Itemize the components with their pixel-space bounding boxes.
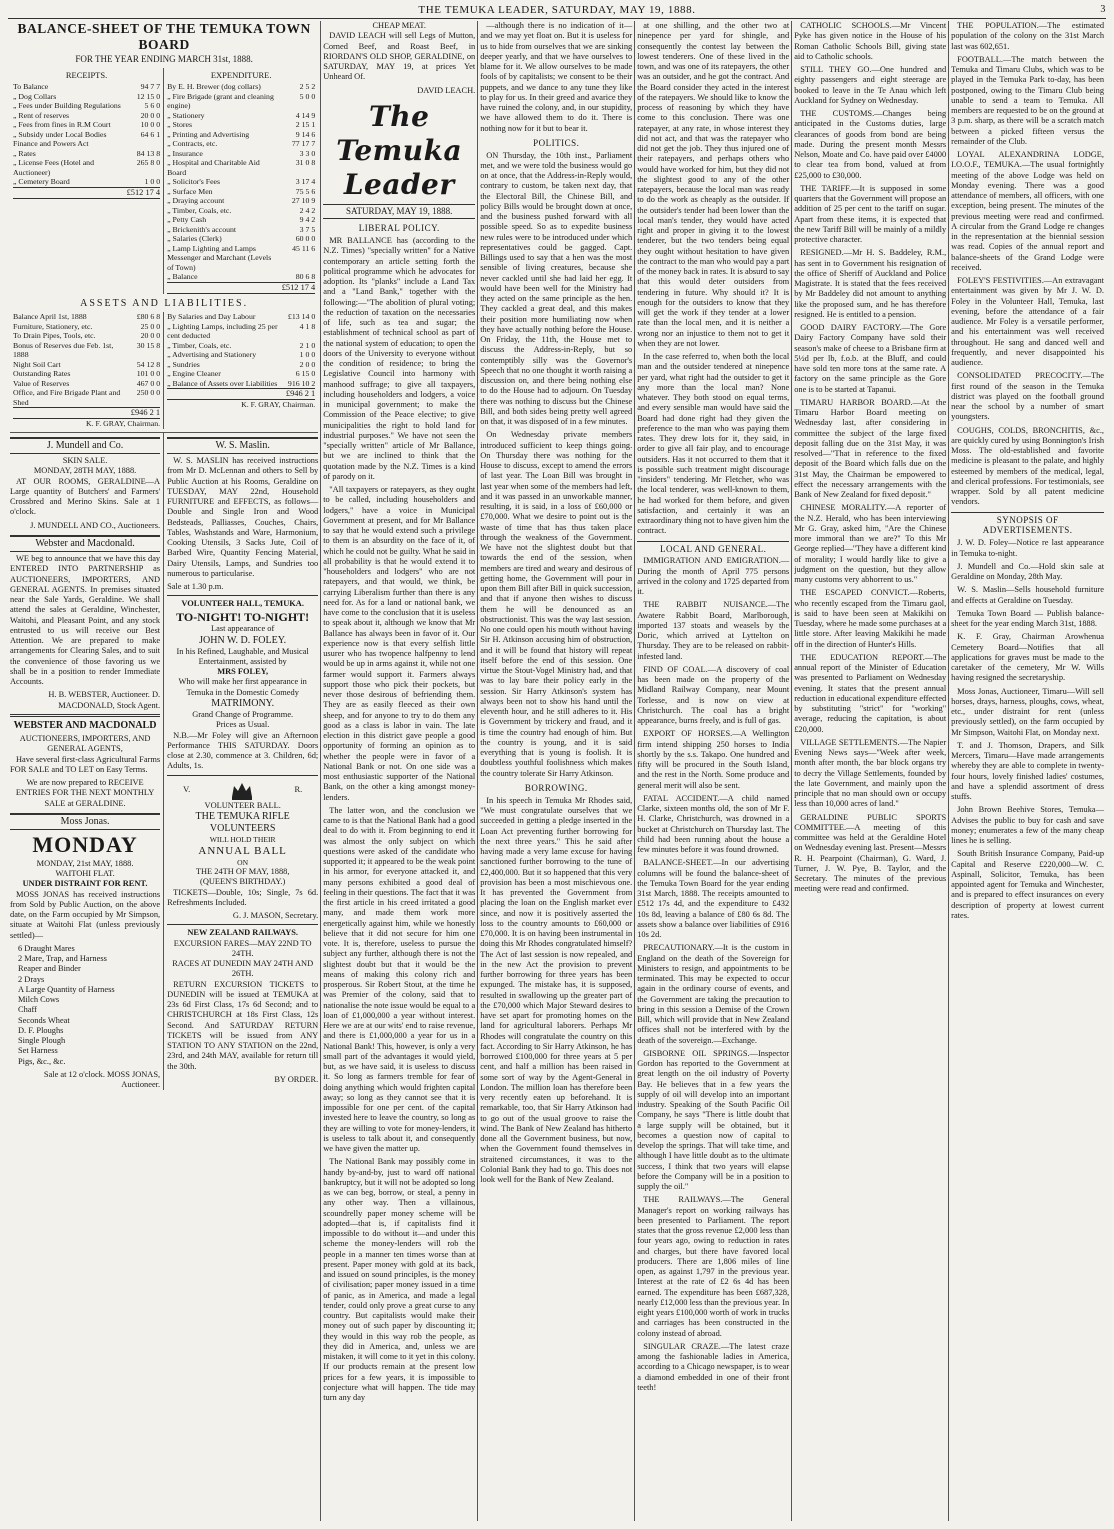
account-row [167, 322, 315, 341]
jonas-lot-list [18, 944, 160, 1067]
account-row [13, 92, 160, 102]
news-item: STILL THEY GO.—One hundred and eighty passengers and eight steerage are booked to leave in the Te Anau which left Auckland for Sydney on Wednesday. [794, 65, 947, 105]
webster-body: WE beg to announce that we have this day ENTERED INTO PARTNERSHIP as AUCTIONEERS, IMPORTERS, AND GENERAL AGENTS. In premises situated near the Sale Yards, Geraldine. We shall attend the sales at Geraldine, Winchester, Waitohi, and Pleasant Point, and any stock entrusted to us will receive our Best Attention. We are prepared to make arrangements for Clearing Sales, and to suit the convenience of those favoring us we shall be in a position to render Immediate Accounts. [10, 554, 161, 687]
account-item: „ Draying account [167, 196, 225, 206]
account-row [13, 82, 160, 92]
account-item: „ Rent of reserves [13, 110, 70, 120]
ball-on: ON [237, 857, 249, 867]
synopsis-item: K. F. Gray, Chairman Arowhenua Cemetery Board—Notifies that all applications for graves must be made to the caretaker of the cemetery, Mr W. Wills having resigned the secretaryship. [951, 632, 1105, 683]
news-item: THE RAILWAYS.—The General Manager's report on working railways has been presented to Parliament. The report states that the gross revenue £2,000 less than four years ago, owing to reduction in rates and charges, but there have favored local producers. There are 1,806 miles of line open, as against 1,797 in the previous year. Interest at the rate of £2 6s 4d has been earned. The expenditure has been £687,328, nearly £12,000 less than the previous year. In eight years £100,000 worth of work in trucks and carriages has been constructed in the colony instead of abroad. [637, 1195, 790, 1338]
liberal-policy-p4: The National Bank may possibly come in handy by-and-by, just to ward off national bankruptcy, but it will not be adopted so long as we can beg, borrow, or steal, a penny in any other way. Then a villainous, scoundrelly paper money scheme will be adopted—that is, if capitalists find it impossible to do without it—and under this scheme the money-lenders will rob the people in a manner ten times worse than at present. Paper money with gold at its back, and issued on sound principles, is the money of civilisation; paper money issued in a time of panic, as in America, and made a legal tender, could only prove a great curse to any country. But capitalists would make their money out of such paper by discounting it; they would in this way rob the people, as they did in America, and, unless we are mistaken, it will come to it yet in this colony. If our products remain at the present low prices for a few years, it is impossible to conjecture what will happen. The tide may turn any day [323, 1157, 476, 1403]
liberal-policy-heading: LIBERAL POLICY. [358, 223, 440, 234]
account-amount: 20 0 0 [140, 110, 161, 120]
account-amount: 9 14 6 [295, 129, 316, 139]
account-amount: 250 0 0 [136, 388, 161, 398]
newspaper-nameplate: The Temuka Leader [336, 99, 463, 202]
account-amount: 101 0 0 [136, 369, 161, 379]
account-amount: 3 7 5 [299, 224, 316, 234]
column-6 [792, 21, 949, 1521]
account-row [13, 322, 160, 332]
account-amount: 25 0 0 [140, 321, 161, 331]
ball-secretary: G. J. MASON, Secretary. [232, 911, 319, 921]
politics-p1: ON Thursday, the 10th inst., Parliament met, and we were told the business would go on at once, that the Address-in-Reply would, contrary to custom, be taken next day, that the Electoral Bill, the Chinese Bill, and policy Bills would be brought down at once, and the business pushed forward with all possible speed. So as to expedite business new rules were to be introduced under which representatives could be gagged. Capt. Billings used to say that a hen was the most sensible of living creatures, because she never cackled until she had laid her egg. It would have been well for the Ministry had they acted on the same principle as the hen. They cackled a great deal, and this makes their position more humiliating now when they have actually nothing before the House. On Friday, the 11th, the House met to discuss the Address-in-Reply, but so contemptibly silly was the Governor's Speech that no one thought it worth raising a discussion on, and there being nothing else to do the House had to adjourn. On Tuesday there was nothing to discuss but the Chinese Bill, and both sides being pretty well agreed on that, it was disposed of in a few minutes. [480, 150, 633, 427]
jonas-body: MOSS JONAS has received instructions from Sold by Public Auction, on the above date, on the Farm occupied by Mr Simpson, situate at Waitohi Flat (unless previously settled)— [10, 889, 161, 940]
jonas-ad-heading: Moss Jonas. [10, 813, 160, 830]
account-row [167, 379, 315, 389]
account-row [13, 331, 160, 341]
account-row [167, 82, 315, 92]
news-item: SINGULAR CRAZE.—The latest craze among the fashionable ladies in America, according to a Chicago newspaper, is to wear a diamond embedded in one of their front teeth! [637, 1341, 790, 1392]
matrimony-title: MATRIMONY. [211, 697, 275, 709]
account-amount: 3 17 4 [295, 177, 316, 187]
account-amount: 45 11 6 [292, 243, 316, 253]
account-row [167, 272, 315, 282]
lot-item: Reaper and Binder [18, 964, 81, 974]
maslin-body: W. S. MASLIN has received instructions from Mr D. McLennan and others to Sell by Public Auction at his Rooms, Geraldine on TUESDAY, MAY 22nd, Household FURNITURE and EFFECTS, as follows—Double and Single Iron and Wood Bedsteads, Palliasses, Couches, Chairs, Tables, Washstands and Ware, Harmonium, Cooking Utensils, 3 Sacks Jute, Coil of Barbed Wire, Quantity Fencing Material, Dairy Utensils, Lamps, and Sundries too numerous to particularise. [167, 456, 319, 578]
account-item: „ Hospital and Charitable Aid Board [167, 158, 260, 177]
assets-liabilities [10, 312, 318, 429]
lot-item: Pigs, &c., &c. [18, 1056, 66, 1066]
account-amount: 60 0 0 [295, 234, 316, 244]
account-item: „ Balance [167, 272, 198, 282]
mundell-skin-sale: SKIN SALE. [62, 456, 108, 466]
foley-name: JOHN W. D. FOLEY. [199, 634, 287, 646]
balance-sheet-title: BALANCE-SHEET OF THE TEMUKA TOWN BOARD [17, 21, 311, 53]
account-amount: 94 7 7 [140, 82, 161, 92]
divider [167, 775, 318, 776]
page-header [8, 4, 1106, 19]
news-item: BALANCE-SHEET.—In our advertising columns will be found the balance-sheet of the Temuka Town Board for the year ending 31st March, 1888. The receipts amounted to £512 17s 4d, and the expenditure to £432 10s 8d, leaving a balance of £80 6s 8d. The assets show a balance over liabilities of £916 10s 2d. [637, 858, 790, 940]
account-row [167, 149, 315, 159]
account-amount: 1 0 0 [144, 177, 161, 187]
liberal-policy-p2: "All taxpayers or ratepayers, as they ought to be called, including householders and lodgers," have a voice in Municipal Government at present, and for Mr Ballance to say that he would extend such a privilege to them is an absurdity on the face of it, of which he could not be guilty. What he said in all probability is that he would extend it to "householders and lodgers" who are not ratepayers, and that would, we think, be carrying Liberalism further than there is any need for. As for a land or national bank, we have come to the conclusion that it is useless to speak about it, although we know that Mr Ballance has always been in favor of it. Our experience now is that every selfish little usurer who has twopence halfpenny to lend would be up in arms against it, while not one farmer would support it. Farmers always support those who pick their pockets, but never those desirous of befriending them. They are as easily fleeced as their own sheep, and for anyone to try to do them any good as a class is labor in vain. The late election in this district gave people a good opportunity of forming an opinion as to whether the people were in favor of a National Bank or not. On one side was a most enthusiastic supporter of the National Bank, on the other a king amongst money-lenders. [323, 485, 476, 802]
lot-item: Milch Cows [18, 995, 60, 1005]
liabilities-table [167, 312, 315, 388]
editorial-continued: —although there is no indication of it—and we may yet float on. But it is useless for us to hide from ourselves that we are sinking deeper yearly, and that we have ourselves to blame for it. We allow ourselves to be made fools of by capitalists; we consent to be their puppets, and we dance to any tune they like to play for us. In their greed and avarice they have ruined the colony, and, in our stupidity, we have allowed them to do it. There is nothing now for it but to bear it. [480, 21, 633, 133]
assets-total: £946 2 1 [13, 407, 160, 419]
jonas-distraint: UNDER DISTRAINT FOR RENT. [22, 879, 148, 889]
news-item: THE CUSTOMS.—Changes being anticipated in the Customs duties, large clearances of goods from bond are being made. During the present month Messrs Nelson, Moate and Co. have paid over £4000 to clear tea from bond, valued at from £25,000 to £30,000. [794, 109, 947, 180]
news-item: FOLEY'S FESTIVITIES.—An extravagant entertainment was given by Mr J. W. D. Foley in the Volunteer Hall, Temuka, last evening, before the attendance of a fair audience. Mr Foley is a versatile performer, and his entertainment was well received throughout. He sang and danced well and frequently, and never disappointed his audience. [951, 276, 1105, 367]
news-item: GOOD DAIRY FACTORY.—The Gore Dairy Factory Company have sold their season's make of cheese to a Brisbane firm at 5½d per lb, f.o.b. at the Bluff, and could have sold ten more tons at the same rate. A factory on the same principle as the Gore one is to be started at Tapanui. [794, 323, 947, 394]
account-item: „ Stores [167, 120, 193, 130]
account-item: „ Fees from fines in R.M Court [13, 120, 111, 130]
account-amount: 77 17 7 [291, 139, 316, 149]
account-amount: 10 0 0 [140, 120, 161, 130]
jonas-day: MONDAY [32, 831, 138, 857]
account-amount: 31 0 8 [295, 158, 316, 168]
borrowing-heading: BORROWING. [524, 782, 588, 793]
news-item: EXPORT OF HORSES.—A Wellington firm intend shipping 250 horses to India shortly by the s.s. Takapo. One hundred and fifty will be procured in the South Island, and the rest in the North. Some produce and general merit will also be sent. [637, 729, 790, 790]
mundell-signature: J. MUNDELL AND CO., Auctioneers. [30, 520, 161, 530]
account-item: „ Lamp Lighting and Lamps Messenger and Marchant (Levels of Town) [167, 243, 272, 272]
foley-body: In his Refined, Laughable, and Musical Entertainment, assisted by [176, 646, 309, 666]
account-row [13, 149, 160, 159]
account-item: „ Brickenith's account [167, 224, 237, 234]
news-item: IMMIGRATION AND EMIGRATION.—During the month of April 775 persons arrived in the colony and 1725 departed from it. [637, 556, 790, 597]
news-item: VILLAGE SETTLEMENTS.—The Napier Evening News says—"Week after week, month after month, the bar block organs try to decry the Village Settlements, founded by the late Government, and mainly upon the principle that no man should own or occupy less than 10,000 acres of land." [794, 737, 947, 809]
account-item: Night Soil Cart [13, 359, 61, 369]
synopsis-item: John Brown Beehive Stores, Temuka—Advises the public to buy for cash and save money; enumerates a few of the many cheap lines he is selling. [951, 805, 1105, 846]
annual-ball: ANNUAL BALL [198, 844, 287, 857]
newspaper-page [8, 4, 1106, 1525]
account-amount: 75 5 6 [295, 186, 316, 196]
maslin-sale-time: Sale at 1.30 p.m. [167, 582, 224, 592]
account-row [167, 187, 315, 197]
account-row [167, 196, 315, 206]
account-item: „ Lighting Lamps, including 25 per cent deducted [167, 321, 278, 341]
receipts-table [13, 82, 160, 187]
news-item: CATHOLIC SCHOOLS.—Mr Vincent Pyke has given notice in the House of his Roman Catholic Schools Bill, giving state aid to Catholic schools. [794, 21, 947, 61]
news-item: THE POPULATION.—The estimated population of the colony on the 31st March last was 602,651. [951, 21, 1105, 51]
account-item: By E. H. Brewer (dog collars) [167, 82, 261, 92]
account-item: „ Advertising and Stationery [167, 350, 257, 360]
account-item: „ Contracts, etc. [167, 139, 218, 149]
news-item: RESIGNED.—Mr H. S. Baddeley, R.M., has sent in to Government his resignation of the office of Sheriff of Auckland and Police Magistrate. It is stated that the fees received by Mr Baddeley did not amount to anything like the proposed sum, and he has therefore resigned. He is entitled to a pension. [794, 248, 947, 319]
races: RACES AT DUNEDIN MAY 24TH AND 26TH. [172, 959, 314, 979]
cheap-meat-heading: CHEAP MEAT. [372, 21, 426, 30]
divider [10, 714, 160, 717]
account-row [13, 120, 160, 130]
expenditure-total: £512 17 4 [167, 282, 315, 294]
account-amount: 3 3 0 [299, 148, 316, 158]
politics-p2: On Wednesday private members introduced sufficient to keep things going. On Thursday there was nothing for the House to discuss, except to amend the errors of last year. The Loan Bill was brought in last year when some of the members had left, and it was passed in an unworkable manner, resulting, it is said, in a loss of £60,000 or £70,000. What we desire to point out is the waste of time that has thus taken place through the weakness of the Government. We have not the slightest doubt but that towards the end of the session, when members are tired and weary and desirous of getting home, the Government will pour in upon them Bill after Bill in quick succession, and that if anyone then wishes to discuss them he will be denounced as an obstructionist. This was the way last session. No one could open his mouth without having Sir H. Atkinson accusing him of obstruction, and it will be found that history will repeat itself before the end of this session. One virtue the Stout-Vogel Ministry had, and that was to lay bare their policy early in the session. Sir Harry Atkinson's system has always been not to show his hand until the eleventh hour, and he still adheres to it. His is Government by trickery and fraud, and it is time the country had enough of him. But the country is young, and it is said everything that is young is foolish. It is doubtless youthful foolishness which makes the country tolerate Sir Harry Atkinson. [480, 430, 633, 778]
leach-signature: DAVID LEACH. [417, 85, 476, 95]
signature-left: K. F. GRAY, Chairman. [85, 419, 161, 429]
maslin-ad-heading: W. S. Maslin. [167, 437, 318, 454]
account-row [13, 369, 160, 379]
news-item: GISBORNE OIL SPRINGS.—Inspector Gordon has reported to the Government at great length on the oil industry of Poverty Bay. He believes that in a few years the supply of oil will develop into an important industry. Speaking of the South Pacific Oil Company, he says "There is little doubt that a large supply will be obtained, but it becomes a question now of capital to develop the springs. That will take time, and although I have little doubt as to the ultimate success, I think that two years will elapse before the Company will be in a position to supply the oil." [637, 1048, 790, 1192]
account-item: Bonus of Reserves due Feb. 1st, 1888 [13, 340, 114, 360]
account-amount: 467 0 0 [136, 378, 161, 388]
account-amount: 265 8 0 [136, 158, 161, 168]
account-row [167, 350, 315, 360]
account-row [13, 379, 160, 389]
account-amount: 2 5 2 [299, 82, 316, 92]
account-amount: 1 0 0 [299, 350, 316, 360]
account-amount: 64 6 1 [140, 129, 161, 139]
town-board-p2: In the case referred to, when both the local man and the outsider tendered at ninepence per yard, what right had the outsider to get it any more than the local man? None whatever. They both stood on equal terms, and every sensible man would have said the Board had done right had they given the preference to the man who was paying them rates. They drew lots for it, they said, in order to give all fair play, and to encourage outsiders. Has it not occurred to them that it is possible such treatment might discourage "insiders" tendering. Mr Fletcher, who was the local tenderer, was well-known to them, he had worked for them before, and given satisfaction, and certainly it was an extraordinary thing not to have given him the contract. [637, 352, 790, 536]
mundell-body: AT OUR ROOMS, GERALDINE—A Large quantity of Butchers' and Farmers' Crossbred and Merino Skins. Sale at 1 o'clock. [10, 476, 161, 517]
account-row [13, 158, 160, 177]
account-row [167, 244, 315, 273]
expenditure-heading: EXPENDITURE. [210, 69, 272, 80]
column-3 [321, 21, 478, 1521]
account-item: „ Timber, Coals, etc. [167, 205, 232, 215]
lot-item: Set Harness [18, 1046, 58, 1056]
account-row [167, 139, 315, 149]
liabilities-section [164, 312, 318, 429]
wm-heading: WEBSTER AND MACDONALD [13, 719, 157, 731]
receipts-section [10, 68, 164, 294]
column-balance-and-ads [8, 21, 321, 1521]
lot-item: 6 Draught Mares [18, 943, 75, 953]
account-item: „ Insurance [167, 148, 203, 158]
foley-nb: N.B.—Mr Foley will give an Afternoon Performance THIS SATURDAY. Doors close at 2.30, commence at 3. Children, 6d; Adults, 1s. [167, 730, 319, 771]
account-amount: 12 15 0 [136, 91, 161, 101]
account-row [167, 177, 315, 187]
news-item: LOYAL ALEXANDRINA LODGE, I.O.O.F., TEMUKA.—The usual fortnightly meeting of the above Lodge was held on Monday evening. There was a good attendance of members, all officers, with one exception, being present. The minutes of the previous meeting were read and confirmed. A circular from the Grand Lodge re changes in the representation at the biennial session was read. Copies of the annual report and balance-sheets of the Grand Lodge were received. [951, 150, 1105, 272]
account-item: To Drain Pipes, Tools, etc. [13, 331, 96, 341]
account-item: „ Petty Cash [167, 215, 207, 225]
account-amount: 5 0 0 [299, 91, 316, 101]
webster-signature: H. B. WEBSTER, Auctioneer. D. MACDONALD, Stock Agent. [48, 690, 161, 710]
account-row [13, 341, 160, 360]
jonas-place: WAITOHI FLAT. [55, 869, 115, 879]
tonight-banner: TO-NIGHT! TO-NIGHT! [176, 609, 310, 624]
receipts-total: £512 17 4 [13, 187, 160, 199]
account-amount: 916 10 2 [287, 378, 316, 388]
news-item: THE ESCAPED CONVICT.—Roberts, who recently escaped from the Timaru gaol, is said to have been seen at Makikihi on Tuesday, where he made some purchases at a little store. After leaving Makikihi he made off in the direction of Hunter's Hills. [794, 588, 947, 649]
account-amount: 4 14 9 [295, 110, 316, 120]
excursion-fares: EXCURSION FARES—MAY 22ND TO 24TH. [173, 938, 312, 958]
prices: Prices as Usual. [216, 720, 270, 730]
jonas-signature: Sale at 12 o'clock. MOSS JONAS, Auctioneer. [43, 1069, 161, 1090]
crown-icon [229, 779, 255, 801]
account-amount: 4 1 8 [299, 321, 316, 331]
news-item: THE TARIFF.—It is supposed in some quarters that the Government will propose an addition of 25 per cent to the tariff on sugar. Apart from these items, it is expected that the new Tariff Bill will be mainly of a mildly protective character. [794, 183, 947, 244]
account-item: „ Subsidy under Local Bodies Finance and Powers Act [13, 129, 107, 149]
foley-body-2: Who will make her first appearance in Temuka in the Domestic Comedy [178, 677, 307, 697]
local-general-heading: LOCAL AND GENERAL. [637, 541, 789, 555]
account-item: „ License Fees (Hotel and Auctioneer) [13, 158, 94, 177]
lot-item: Single Plough [18, 1036, 66, 1046]
wm-body: Have several first-class Agricultural Farms FOR SALE and TO LET on Easy Terms. [10, 754, 161, 774]
politics-heading: POLITICS. [533, 137, 580, 148]
synopsis-item: South British Insurance Company, Paid-up Capital and Reserve £220,000—W. C. Aspinall, Solicitor, Temuka, has been appointed agent for Temuka and Winchester, and is prepared to effect insurances on every description of property at lowest current rates. [951, 849, 1105, 920]
account-row [167, 312, 315, 322]
will-hold: WILL HOLD THEIR [209, 835, 276, 845]
account-item: „ Salaries (Clerk) [167, 234, 222, 244]
news-item: TIMARU HARBOR BOARD.—At the Timaru Harbor Board meeting on Wednesday last, after considering in committee the subject of the large fixed deposit falling due on the 31st May, it was resolved—"That in reference to the fixed deposit of the Board which falls due on the 31st May, the Chairman be empowered to effect the necessary arrangements with the Bank of New Zealand for fixed deposit." [794, 397, 947, 499]
account-item: „ Stationery [167, 110, 205, 120]
column-2 [164, 433, 318, 1090]
account-item: „ Balance of Assets over Liabilities [167, 378, 278, 388]
account-row [13, 360, 160, 370]
account-item: „ Dog Collars [13, 91, 57, 101]
expenditure-section [164, 68, 318, 294]
news-item: PRECAUTIONARY.—It is the custom in England on the death of the Sovereign for Ministers to resign, and appointments to be terminated. This may be expected to occur again in the ordinary course of events, and the Government are taking the precaution to bring in this session a Demise of the Crown Bill, which will provide that in New Zealand offices shall not be interfered with by the death of the sovereign.—Exchange. [637, 943, 790, 1045]
synopsis-item: Temuka Town Board — Publish balance-sheet for the year ending March 31st, 1888. [951, 608, 1105, 629]
account-item: Furniture, Stationery, etc. [13, 321, 93, 331]
account-row [13, 130, 160, 149]
receipts-heading: RECEIPTS. [65, 69, 108, 80]
account-row [13, 111, 160, 121]
account-item: Value of Reserves [13, 378, 70, 388]
page-header-title: THE TEMUKA LEADER, SATURDAY, MAY 19, 1888. [418, 4, 696, 16]
liabilities-total: £946 2 1 [167, 388, 315, 400]
news-item: FOOTBALL.—The match between the Temuka and Timaru Clubs, which was to be played in the Temuka Park to-day, has been postponed, owing to the Timaru Club being unable to send a team to Temuka. All members are requested to be on the ground at 3 p.m. sharp, as there will be a scratch match between a picked fifteen versus the remainder of the Club. [951, 54, 1105, 146]
lot-item: 2 Mare, Trap, and Harness [18, 954, 107, 964]
mundell-ad-heading: J. Mundell and Co. [10, 437, 160, 454]
queens-birthday: (QUEEN'S BIRTHDAY.) [200, 877, 286, 887]
mrs-foley: MRS FOLEY, [217, 667, 269, 677]
account-row [13, 101, 160, 111]
synopsis-item: T. and J. Thomson, Drapers, and Silk Mercers, Timaru—Have made arrangements whereby they are able to complete in twenty-four hours, lovely finished ladies' costumes, and have a splendid assortment of dress stuffs. [951, 740, 1105, 802]
account-row [167, 130, 315, 140]
news-item: THE EDUCATION REPORT.—The annual report of the Minister of Education was presented to Parliament on Wednesday evening. It states that the present annual reduction in educational expenditure effected by substituting "strict" for "working" average, reducing the capitation, is about £20,000. [794, 652, 947, 734]
account-row [167, 206, 315, 216]
news-item: FIND OF COAL.—A discovery of coal has been made on the property of the Midland Railway Company, near Mount Torlesse, and is now on view at Christchurch. The coal has a bright appearance, burns freely, and is full of gas. [637, 664, 790, 726]
webster-ad-heading: Webster and Macdonald. [10, 535, 160, 552]
account-item: „ Engine Cleaner [167, 369, 221, 379]
balance-sheet-subtitle: FOR THE YEAR ENDING MARCH 31st, 1888. [75, 53, 253, 64]
account-amount: 80 6 8 [295, 272, 316, 282]
account-amount: 6 15 0 [295, 369, 316, 379]
account-amount: 20 0 0 [140, 331, 161, 341]
ball-date: THE 24TH OF MAY, 1888, [195, 867, 290, 877]
account-row [13, 388, 160, 407]
account-amount: 30 15 8 [136, 340, 161, 350]
account-item: „ Sundries [167, 359, 200, 369]
account-row [13, 177, 160, 187]
borrowing-p1: In his speech in Temuka Mr Rhodes said, "We must congratulate ourselves that we succeeded in getting a pledge inserted in the Loan Act preventing further borrowing for the next three years." This he said after having made a very lame excuse for having sanctioned further borrowing to the tune of £2,400,000. But it so happened that this very provision has been a most mischievous one. It has prevented the Government from placing the loan on the English market ever since, and now it is positively asserted the loss to the country amounts to £60,000 or £70,000. It is on having been instrumental in doing this Mr Rhodes congratulated himself? The Act of last session is now repealed, and in the new Act the provision to prevent further borrowing for three years has been expunged. The mistake has, it is supposed, resulted in swallowing up the greater part of the £70,000 which Major Steward desires to have set apart for promoting homes on the land for agricultural laborers. Perhaps Mr Rhodes will congratulate the country on this fact. According to Sir Harry Atkinson, he has borrowed £100,000 for three years at 5 per cent, and half a million has been raised in some sort of way by the Agent-General in London. The million loan has therefore been very recently eaten up beforehand. It is remarkable, too, that Sir Harry Atkinson had to go out of the usual groove to raise the wind. The Bank of New Zealand has hitherto done all the Government business, but now, when the Government found themselves in straitened circumstances, it was to the Colonial Bank they had to go. This does not look well for the Bank of New Zealand. [480, 795, 633, 1185]
divider [167, 924, 318, 925]
account-row [167, 215, 315, 225]
lot-item: A Large Quantity of Harness [18, 984, 115, 994]
lot-item: D. F. Ploughs [18, 1025, 64, 1035]
leach-body: DAVID LEACH will sell Legs of Mutton, Corned Beef, and Roast Beef, in RIORDAN'S OLD SHOP, GERALDINE, on SATURDAY, MAY 19, at prices Yet Unheard Of. [323, 31, 476, 82]
assets-liabilities-heading: ASSETS AND LIABILITIES. [80, 298, 249, 310]
account-item: „ Fire Brigade (grant and cleaning engine) [167, 91, 274, 111]
account-item: To Balance [13, 82, 49, 92]
liberal-policy-p1: MR BALLANCE has (according to the N.Z. Times) "specially written" for a Native contemporary an article setting forth the political programme which he advocates for adoption. Its "planks" include a Land Tax and a "Land Bank," together with the following:—"The abolition of plural voting; the reduction of taxation on the necessaries of life, such as tea and sugar; the establishment of technical school as part of the national system of education; to open the doors of the University to everyone without the condition of residence; to bring the Legislative Council into harmony with manhood suffrage; to give all taxpayers, including householders and lodgers, a voice in municipal government; to make the Commission of the Peace elective; to give municipalities the right to hold land for industrial purposes." We have not seen the "specially written" article of Mr Ballance, but we are inclined to think that the quotation made by the N.Z. Times is a kind of parody on it. [323, 236, 476, 481]
account-row [167, 360, 315, 370]
mundell-date: MONDAY, 28TH MAY, 1888. [33, 466, 137, 476]
account-item: Balance April 1st, 1888 [13, 312, 87, 322]
expenditure-table [167, 82, 315, 282]
account-amount: 84 13 8 [136, 148, 161, 158]
volunteer-hall-heading: VOLUNTEER HALL, TEMUKA. [181, 599, 304, 609]
account-item: „ Surface Men [167, 186, 213, 196]
balance-sheet-accounts [10, 68, 318, 294]
account-row [13, 312, 160, 322]
column-7 [949, 21, 1106, 1521]
crest-letter-v: V. [183, 784, 191, 794]
account-row [167, 111, 315, 121]
news-item: CHINESE MORALITY.—A reporter of the N.Z. Herald, who has been interviewing Mr G. Gray, asked him, "Are the Chinese more immoral than we are?" To this Mr George replied—"They have a different kind of morality; I would hardly like to give a judgment on the question, but they allow many customs very abhorrent to us." [794, 503, 947, 584]
news-item: FATAL ACCIDENT.—A child named Clarke, sixteen months old, the son of Mr F. H. Clarke, Christchurch, was drowned in a bucket at Christchurch on Thursday last. The child had been running about the house a few minutes before it was found drowned. [637, 793, 790, 855]
account-item: „ Rates [13, 148, 36, 158]
wm-subheading: AUCTIONEERS, IMPORTERS, AND GENERAL AGENTS, [19, 734, 151, 754]
liberal-policy-p3: The latter won, and the conclusion we came to is that the National Bank had a good deal to do with it. From beginning to end it was almost the only subject on which questions were asked of the candidate who supported it; it appeared to be the weak point in his armor, for everyone attacked it, and many persons exhibited a good deal of feeling in their questions. The fact that it was the first article in his creed irritated a good many, and made them work more energetically against him, while we honestly believe that it did not secure for him one vote. It is, therefore, useless to pursue the subject any further, although there is not the slightest doubt but that it would be the means of making this colony rich and prosperous. Sir Robert Stout, at the time he was Premier of the colony, said that to nationalise the note issue would be equal to a loan of £1,000,000 a year without interest. Here we are at our wits' end to raise revenue, and there is £1,000,000 a year for us in a National Bank! This, however, is only a very small part of the advantages it would yield, but, as we have said, it is useless to discuss it. So long as farmers tremble for fear of doing anything which would frighten capital away; so long as they cannot see that it is impossible for one per cent. of the capital invested here to leave the country, so long as they are willing to vote for money-lenders, it is useless to talk about it, and consequently we have given the matter up. [323, 805, 476, 1154]
synopsis-item: W. S. Maslin—Sells household furniture and effects at Geraldine on Tuesday. [951, 585, 1105, 605]
account-amount: 2 1 0 [299, 340, 316, 350]
account-row [167, 92, 315, 111]
account-amount: 5 6 0 [144, 101, 161, 111]
vr-crest [167, 779, 318, 801]
grand-change: Grand Change of Programme. [192, 710, 294, 720]
account-row [167, 369, 315, 379]
column-4 [478, 21, 635, 1521]
page-number: 3 [1100, 4, 1106, 15]
account-item: Office, and Fire Brigade Plant and Shed [13, 388, 121, 407]
railways-body: RETURN EXCURSION TICKETS to DUNEDIN will be issued at TEMUKA at 23s 6d First Class, 17s 6d Second; and to CHRISTCHURCH at 18s First Class, 12s Second. And SATURDAY RETURN TICKETS will be issued from ANY STATION TO ANY STATION on the 22nd, 23rd, and 24th MAY, available for return till the 30th. [167, 979, 319, 1071]
wm-body-2: We are now prepared to RECEIVE ENTRIES FOR THE NEXT MONTHLY SALE at GERALDINE. [15, 778, 155, 808]
account-item: „ Timber, Coals, etc. [167, 340, 232, 350]
news-item: COUGHS, COLDS, BRONCHITIS, &c., are quickly cured by using Bonnington's Irish Moss. The old-established and favorite medicine is pleasant to the palate, and highly esteemed by members of the medical, legal, and clerical professions. For testimonials, see wrapper. Sold by all patent medicine vendors. [951, 425, 1105, 507]
assets-table [13, 312, 160, 407]
account-amount: 2 4 2 [299, 205, 316, 215]
account-row [167, 341, 315, 351]
account-amount: £80 6 8 [136, 312, 161, 322]
by-order: BY ORDER. [274, 1074, 319, 1084]
town-board-continued: at one shilling, and the other two at ninepence per yard for shingle, and consequently the contest lay between the lowest tenderers. One of these lived in the town, and was one of its ratepayers, the other was an outsider, and he got the contract. And the Board consider they acted in the interest of the ratepayers. We should like to know the process of reasoning by which they have come to this conclusion. There was one ratepayer, at any rate, in whose interest they did not act, and that was the ratepayer who did not get the job. They thus injured one of their ratepayers, and perhaps others who would have worked for him, but they did not the slightest good to any of the other ratepayers, because the local man was ready to do the work as cheaply as the outsider. If the outsider's tender had been lower than the local man's tender, they would have acted right and proper in giving it to the lowest tenderer, but the two tenders being equal they ought without hesitation to have given the contract to the man who would pay a part of the money back in rates. It is absurd to say that this would deter outsiders from tendering in future. Why should it? It is enough for the outsiders to know that they will get the work if they tender at a lower rate than the local men, and it is neither a wrong nor an injustice to them not to get it when they are not lower. [637, 21, 790, 348]
lot-item: Seconds Wheat [18, 1015, 70, 1025]
account-amount: 54 12 8 [136, 359, 161, 369]
lot-item: Chaff [18, 1005, 37, 1015]
jonas-date: MONDAY, 21st MAY, 1888. [36, 858, 134, 868]
account-row [167, 234, 315, 244]
account-amount: 27 10 9 [291, 196, 316, 206]
synopsis-item: J. Mundell and Co.—Hold skin sale at Geraldine on Monday, 28th May. [951, 561, 1105, 582]
account-row [167, 120, 315, 130]
ball-tickets: TICKETS—Double, 10s; Single, 7s 6d. Refreshments Included. [167, 887, 319, 907]
rifles-heading: THE TEMUKA RIFLE VOLUNTEERS [195, 810, 290, 835]
synopsis-item: Moss Jonas, Auctioneer, Timaru—Will sell horses, drays, harness, ploughs, cows, wheat, etc., under distraint for rent (unless previously settled), on the farm occupied by Mr Simpson, Waitohi Flat, on Monday next. [951, 686, 1105, 737]
account-amount: £13 14 0 [287, 312, 316, 322]
synopsis-heading: SYNOPSIS OF ADVERTISEMENTS. [951, 512, 1104, 537]
lot-item: 2 Drays [18, 974, 45, 984]
news-item: THE RABBIT NUISANCE.—The Awatere Rabbit Board, Marlborough, imported 137 stoats and weasels by the Doric, which arrived at Lyttelton on Thursday. They are to be released on rabbit-infested land. [637, 600, 790, 661]
account-item: „ Cemetery Board [13, 177, 70, 187]
crest-letter-r: R. [294, 784, 303, 794]
account-item: „ Solicitor's Fees [167, 177, 221, 187]
account-amount: 2 15 1 [295, 120, 316, 130]
account-row [167, 158, 315, 177]
railways-heading: NEW ZEALAND RAILWAYS. [187, 928, 299, 938]
account-item: By Salaries and Day Labour [167, 312, 256, 322]
account-amount: 9 4 2 [299, 215, 316, 225]
divider [167, 595, 318, 596]
signature-right: K. F. GRAY, Chairman. [241, 400, 316, 410]
news-item: GERALDINE PUBLIC SPORTS COMMITTEE.—A meeting of this committee was held at the Geraldine Hotel on Wednesday evening last. Present—Messrs R. H. Pearpoint (Chairman), G. Ward, J. Turner, J. W. Pye, B. Taylor, and the Secretary. The minutes of the previous meeting were read and confirmed. [794, 812, 947, 894]
assets-section [10, 312, 164, 429]
editorial-dateline: SATURDAY, MAY 19, 1888. [323, 204, 475, 219]
column-5 [635, 21, 792, 1521]
last-appearance: Last appearance of [211, 624, 275, 634]
account-item: „ Printing and Advertising [167, 129, 250, 139]
account-item: Outstanding Rates [13, 369, 71, 379]
synopsis-item: J. W. D. Foley—Notice re last appearance in Temuka to-night. [951, 538, 1105, 558]
volunteer-ball-heading: VOLUNTEER BALL. [204, 800, 281, 810]
account-item: „ Fees under Building Regulations [13, 101, 121, 111]
account-row [167, 225, 315, 235]
news-item: CONSOLIDATED PRECOCITY.—The first round of the season in the Temuka district was played on the football ground near the school by a number of smart youngsters. [951, 371, 1105, 422]
account-amount: 2 0 0 [299, 359, 316, 369]
column-1 [10, 433, 164, 1090]
